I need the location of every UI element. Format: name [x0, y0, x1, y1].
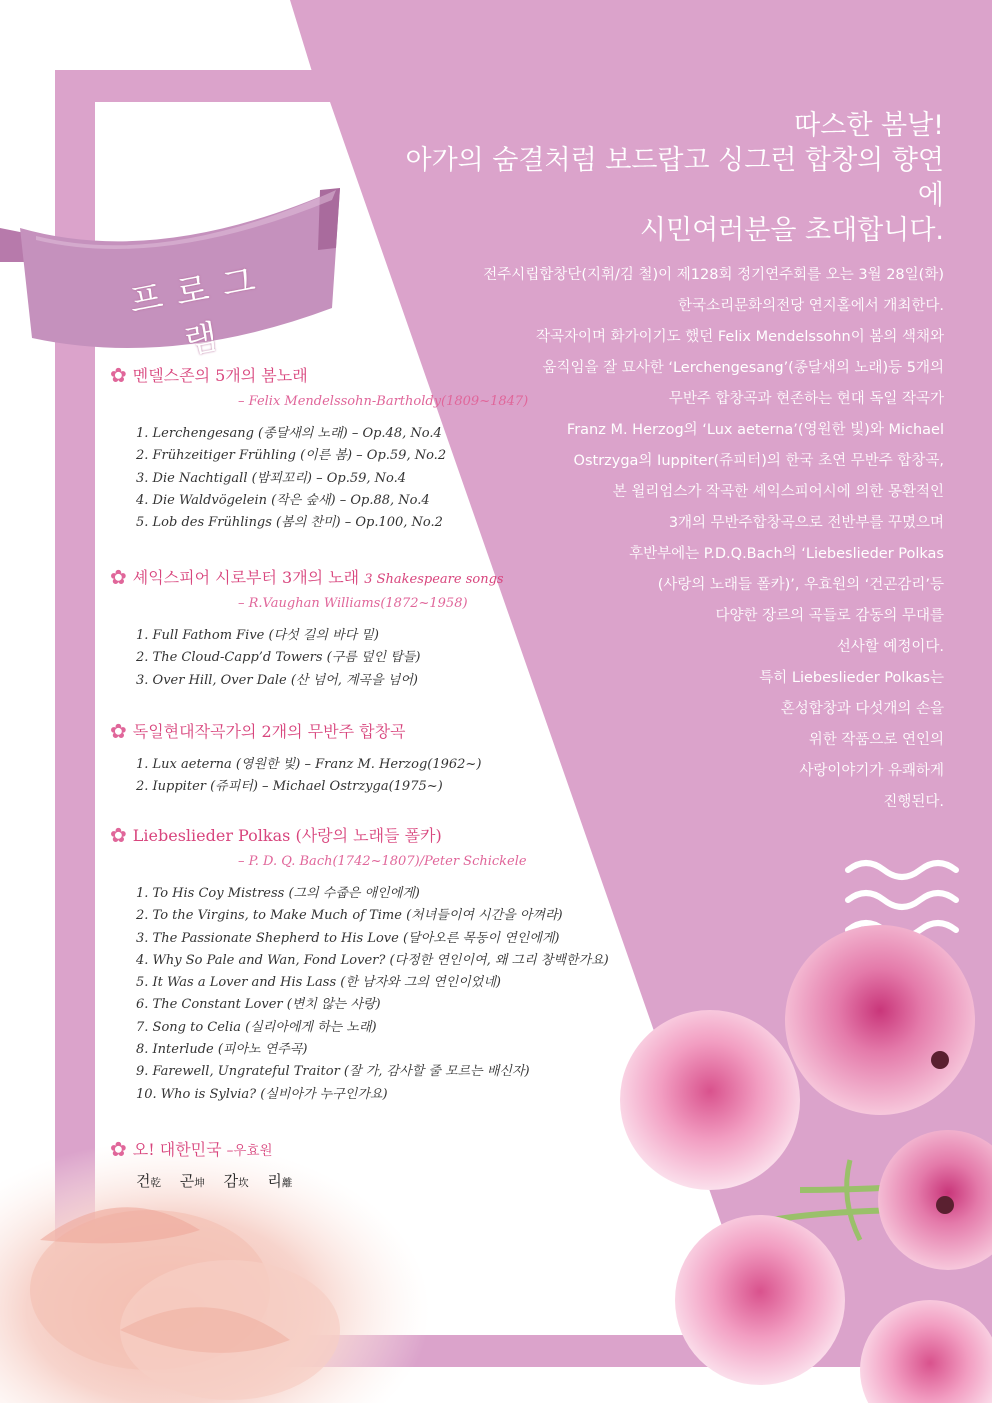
- body-line: 본 윌리엄스가 작곡한 셰익스피어시에 의한 몽환적인: [612, 484, 944, 500]
- list-item: 6. The Constant Lover (변치 않는 사랑): [136, 997, 381, 1013]
- section-german-modern: [110, 718, 481, 799]
- headline-line: 따스한 봄날!: [794, 110, 944, 141]
- list-item: 3. Die Nachtigall (밤꾀꼬리) – Op.59, No.4: [136, 470, 407, 486]
- hanja-char: 離: [281, 1177, 293, 1189]
- piece-list: [136, 883, 609, 1106]
- body-line: 선사할 예정이다.: [836, 639, 944, 655]
- flower-bullet-icon: ✿: [110, 1137, 127, 1161]
- flower-bullet-icon: ✿: [110, 363, 127, 387]
- list-item: 3. Over Hill, Over Dale (산 넘어, 계곡을 넘어): [136, 672, 418, 688]
- section-title: ✿ 독일현대작곡가의 2개의 무반주 합창곡: [110, 719, 406, 743]
- hanja-korean: 곤: [179, 1172, 195, 1190]
- section-liebeslieder: [110, 822, 609, 1106]
- body-line: 움직임을 잘 묘사한 ‘Lerchengesang’(종달새의 노래)등 5개의: [542, 360, 944, 376]
- list-item: 8. Interlude (피아노 연주곡): [136, 1042, 308, 1058]
- body-line: 다양한 장르의 곡들로 감동의 무대를: [715, 608, 944, 624]
- flower-bullet-icon: ✿: [110, 823, 127, 847]
- section-title: ✿ 멘델스존의 5개의 봄노래: [110, 363, 308, 387]
- intro-headline: [384, 108, 944, 248]
- piece-list: [136, 423, 528, 534]
- geongon-gamri: [136, 1170, 306, 1191]
- flower-bullet-icon: ✿: [110, 565, 127, 589]
- body-line: 혼성합창과 다섯개의 손을: [780, 701, 944, 717]
- list-item: 2. Frühzeitiger Frühling (이른 봄) – Op.59, No.2: [136, 448, 447, 464]
- hanja-korean: 감: [223, 1172, 239, 1190]
- section-shakespeare: [110, 564, 504, 692]
- hanja-korean: 건: [136, 1172, 151, 1190]
- list-item: 2. Iuppiter (쥬피터) – Michael Ostrzyga(1975~): [136, 779, 443, 795]
- list-item: 4. Die Waldvögelein (작은 숲새) – Op.88, No.4: [136, 492, 430, 508]
- section-title: ✿ 셰익스피어 시로부터 3개의 노래 3 Shakespeare songs: [110, 565, 504, 589]
- body-line: 작곡자이며 화가이기도 했던 Felix Mendelssohn이 봄의 색채와: [535, 329, 944, 345]
- section-composer: – Felix Mendelssohn-Bartholdy(1809~1847): [238, 394, 529, 409]
- flower-bullet-icon: ✿: [110, 719, 127, 743]
- headline-line: 아가의 숨결처럼 보드랍고 싱그런 합창의 향연에: [405, 145, 944, 211]
- hanja-char: 坎: [238, 1177, 249, 1189]
- section-composer: – R.Vaughan Williams(1872~1958): [238, 596, 468, 611]
- body-line: 위한 작품으로 연인의: [808, 732, 944, 748]
- hanja-char: 坤: [194, 1177, 205, 1189]
- section-title: ✿ 오! 대한민국 –우효원: [110, 1137, 273, 1161]
- section-mendelssohn: [110, 362, 528, 534]
- body-line: Ostrzyga의 Iuppiter(쥬피터)의 한국 초연 무반주 합창곡,: [573, 453, 944, 469]
- piece-list: [136, 754, 481, 799]
- section-title: ✿ Liebeslieder Polkas (사랑의 노래들 폴카): [110, 823, 442, 847]
- list-item: 5. It Was a Lover and His Lass (한 남자와 그의 연인이었네): [136, 975, 501, 991]
- body-line: 특히 Liebeslieder Polkas는: [759, 670, 944, 686]
- body-line: 사랑이야기가 유쾌하게: [799, 763, 944, 779]
- body-line: 진행된다.: [883, 794, 944, 810]
- list-item: 1. Full Fathom Five (다섯 길의 바다 밑): [136, 628, 379, 643]
- body-line: 후반부에는 P.D.Q.Bach의 ‘Liebeslieder Polkas: [629, 546, 944, 562]
- list-item: 1. Lux aeterna (영원한 빛) – Franz M. Herzog(1962~): [136, 757, 482, 772]
- list-item: 9. Farewell, Ungrateful Traitor (잘 가, 감사할 줄 모르는 배신자): [136, 1064, 530, 1080]
- piece-list: [136, 625, 504, 692]
- body-line: 한국소리문화의전당 연지홀에서 개최한다.: [678, 298, 944, 314]
- list-item: 4. Why So Pale and Wan, Fond Lover? (다정한 연인이여, 왜 그리 창백한가요): [136, 952, 609, 968]
- section-composer: – P. D. Q. Bach(1742~1807)/Peter Schickele: [238, 854, 527, 869]
- body-line: 무반주 합창곡과 현존하는 현대 독일 작곡가: [668, 391, 944, 407]
- list-item: 2. The Cloud-Capp’d Towers (구름 덮인 탑들): [136, 650, 421, 666]
- list-item: 10. Who is Sylvia? (실비아가 누구인가요): [136, 1086, 388, 1102]
- list-item: 1. To His Coy Mistress (그의 수줍은 애인에게): [136, 886, 420, 901]
- hanja-korean: 리: [267, 1172, 282, 1190]
- list-item: 1. Lerchengesang (종달새의 노래) – Op.48, No.4: [136, 426, 442, 441]
- headline-line: 시민여러분을 초대합니다.: [639, 215, 944, 246]
- list-item: 7. Song to Celia (실리아에게 하는 노래): [136, 1019, 377, 1035]
- list-item: 3. The Passionate Shepherd to His Love (달아오른 목동이 연인에게): [136, 930, 560, 946]
- body-line: 전주시립합창단(지휘/김 철)이 제128회 정기연주회를 오는 3월 28일(화): [483, 267, 944, 283]
- list-item: 2. To the Virgins, to Make Much of Time (처녀들이여 시간을 아껴라): [136, 908, 563, 924]
- hanja-char: 乾: [150, 1177, 161, 1189]
- list-item: 5. Lob des Frühlings (봄의 찬미) – Op.100, No.2: [136, 515, 443, 531]
- body-line: (사랑의 노래들 폴카)’, 우효원의 ‘건곤감리’등: [657, 577, 944, 593]
- program-ribbon-label: 프로그램: [126, 258, 273, 363]
- section-korea: [110, 1136, 306, 1191]
- body-line: Franz M. Herzog의 ‘Lux aeterna’(영원한 빛)와 Michael: [566, 422, 944, 438]
- body-line: 3개의 무반주합창곡으로 전반부를 꾸몄으며: [668, 515, 944, 531]
